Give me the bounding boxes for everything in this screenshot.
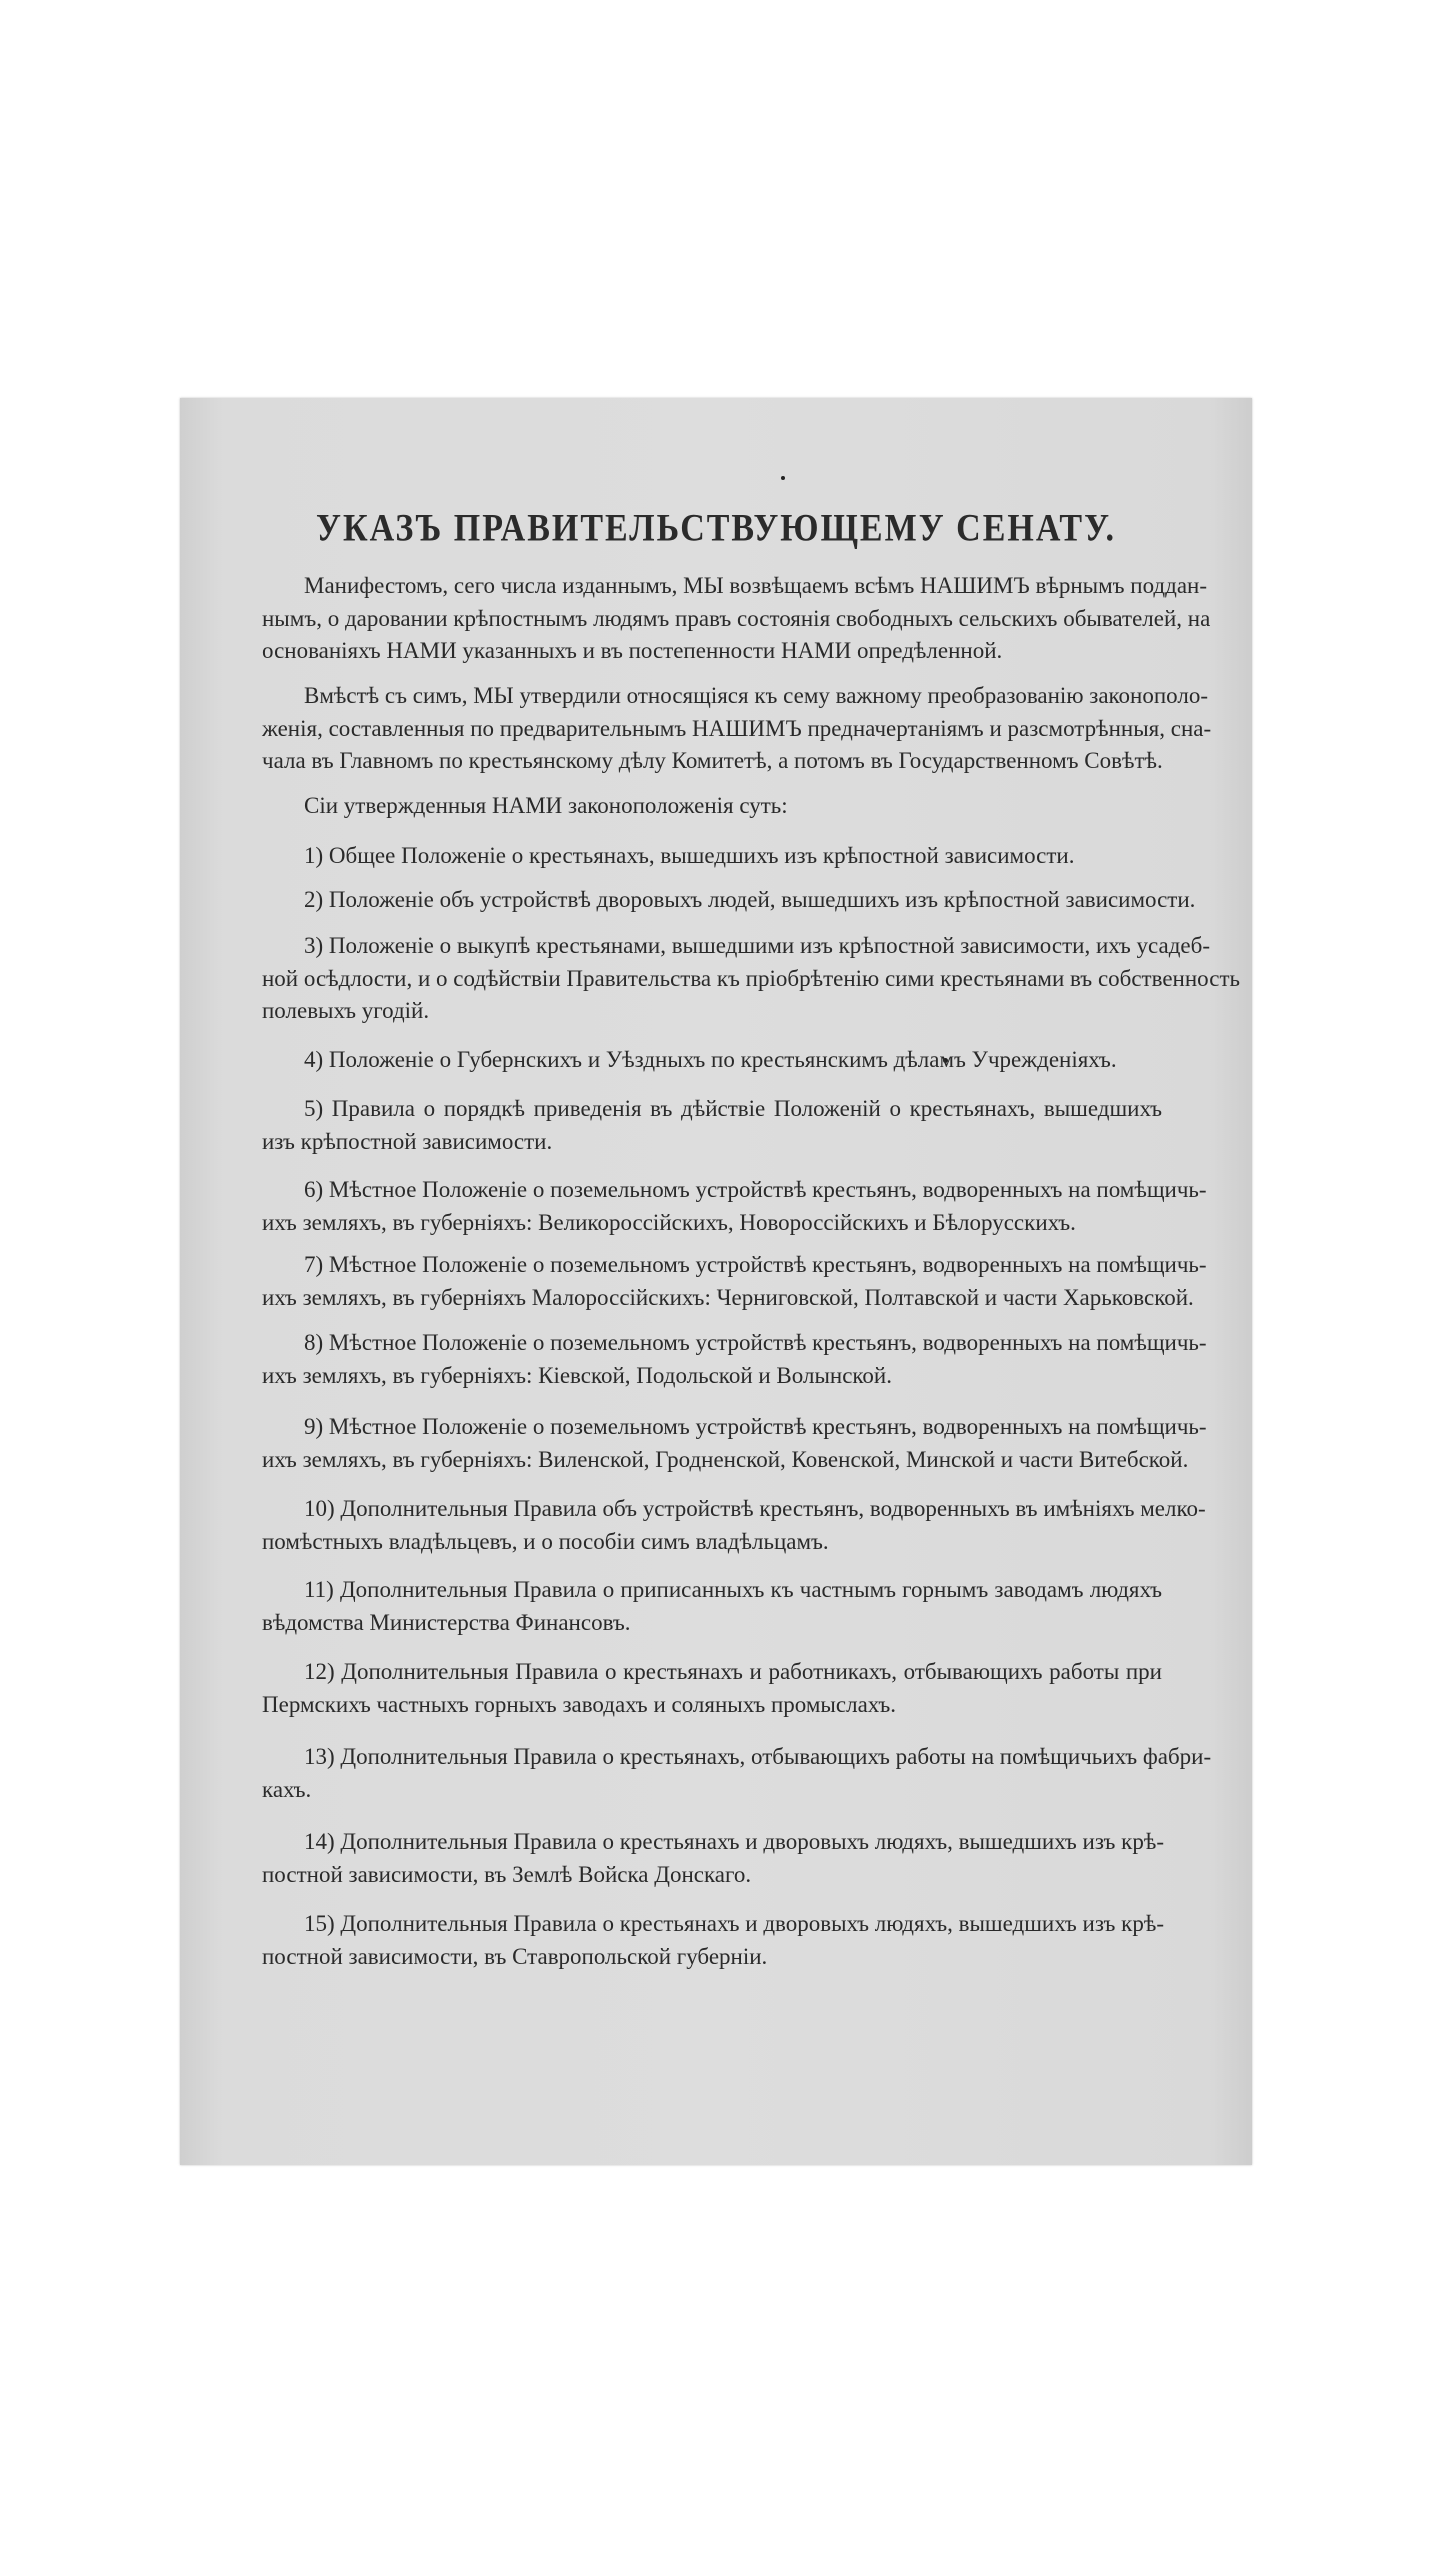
text-line: основаніяхъ НАМИ указанныхъ и въ постепенности НАМИ опредѣленной. [262,638,1003,663]
paragraph [262,930,1240,1028]
paragraph [262,1826,1162,1891]
text-line: изъ крѣпостной зависимости. [262,1128,553,1154]
paragraph [262,570,1211,668]
text-line: ихъ земляхъ, въ губерніяхъ Малороссійскихъ: Черниговской, Полтавской и части Харьковской. [262,1284,1194,1310]
text-line: 13) Дополнительныя Правила о крестьянахъ, отбывающихъ работы на помѣщичьихъ фабри- [304,1744,1212,1769]
ink-speck [781,476,785,480]
paragraph [262,1093,1162,1158]
text-line: 9) Мѣстное Положеніе о поземельномъ устройствѣ крестьянъ, водворенныхъ на помѣщичь- [304,1414,1207,1439]
paragraph [262,1493,1206,1558]
paragraph [262,1411,1207,1476]
text-line: 6) Мѣстное Положеніе о поземельномъ устройствѣ крестьянъ, водворенныхъ на помѣщичь- [304,1177,1207,1202]
text-line: 8) Мѣстное Положеніе о поземельномъ устройствѣ крестьянъ, водворенныхъ на помѣщичь- [304,1330,1207,1355]
text-line: женія, составленныя по предварительнымъ НАШИМЪ предначертаніямъ и разсмотрѣнныя, сна- [262,715,1212,741]
text-line: 1) Общее Положеніе о крестьянахъ, вышедшихъ изъ крѣпостной зависимости. [304,843,1075,868]
paragraph [262,1741,1212,1806]
paragraph [262,1044,1162,1077]
text-line: вѣдомства Министерства Финансовъ. [262,1609,631,1635]
text-line: 3) Положеніе о выкупѣ крестьянами, вышедшими изъ крѣпостной зависимости, ихъ усадеб- [304,933,1210,958]
text-line: постной зависимости, въ Землѣ Войска Донскаго. [262,1861,752,1887]
paragraph [262,1249,1207,1314]
paragraph [262,790,1162,823]
paragraph [262,1327,1207,1392]
text-line: 11) Дополнительныя Правила о приписанныхъ къ частнымъ горнымъ заводамъ людяхъ [304,1577,1162,1602]
text-line: 10) Дополнительныя Правила объ устройствѣ крестьянъ, водворенныхъ въ имѣніяхъ мелко- [304,1496,1206,1521]
paragraph [262,680,1212,778]
text-line: 4) Положеніе о Губернскихъ и Уѣздныхъ по крестьянскимъ дѣламъ Учрежденіяхъ. [304,1047,1117,1072]
document-page [180,398,1252,2165]
text-line: нымъ, о даровании крѣпостнымъ людямъ правъ состоянія свободныхъ сельскихъ обывателей, на [262,605,1211,631]
text-line: 2) Положеніе объ устройствѣ дворовыхъ людей, вышедшихъ изъ крѣпостной зависимости. [304,887,1196,912]
paragraph [262,1908,1162,1973]
text-line: ихъ земляхъ, въ губерніяхъ: Великороссійскихъ, Новороссійскихъ и Бѣлорусскихъ. [262,1209,1076,1235]
text-line: ихъ земляхъ, въ губерніяхъ: Кіевской, Подольской и Волынской. [262,1362,892,1388]
text-line: Сіи утвержденныя НАМИ законоположенія суть: [304,793,788,818]
text-line: 15) Дополнительныя Правила о крестьянахъ и дворовыхъ людяхъ, вышедшихъ изъ крѣ- [304,1911,1164,1936]
text-line: постной зависимости, въ Ставропольской губерніи. [262,1943,768,1969]
text-line: Вмѣстѣ съ симъ, МЫ утвердили относящіяся къ сему важному преобразованію законополо- [304,683,1208,708]
text-line: помѣстныхъ владѣльцевъ, и о пособіи симъ владѣльцамъ. [262,1528,829,1554]
text-line: ихъ земляхъ, въ губерніяхъ: Виленской, Гродненской, Ковенской, Минской и части Витебской. [262,1446,1189,1472]
document-title: УКАЗЪ ПРАВИТЕЛЬСТВУЮЩЕМУ СЕНАТУ. [316,507,1116,550]
paragraph [262,1574,1162,1639]
paragraph [262,1656,1162,1721]
text-line: Пермскихъ частныхъ горныхъ заводахъ и соляныхъ промыслахъ. [262,1691,897,1717]
text-line: кахъ. [262,1776,312,1802]
paragraph [262,840,1162,873]
paragraph [262,1174,1207,1239]
text-line: 14) Дополнительныя Правила о крестьянахъ и дворовыхъ людяхъ, вышедшихъ изъ крѣ- [304,1829,1164,1854]
text-line: 5) Правила о порядкѣ приведенія въ дѣйствіе Положеній о крестьянахъ, вышедшихъ [304,1096,1162,1121]
text-line: полевыхъ угодій. [262,998,430,1023]
paragraph [262,884,1196,917]
text-line: 12) Дополнительныя Правила о крестьянахъ и работникахъ, отбывающихъ работы при [304,1659,1162,1684]
text-line: Манифестомъ, сего числа изданнымъ, МЫ возвѣщаемъ всѣмъ НАШИМЪ вѣрнымъ поддан- [304,573,1208,598]
text-line: чала въ Главномъ по крестьянскому дѣлу Комитетѣ, а потомъ въ Государственномъ Совѣтѣ. [262,748,1163,773]
text-line: ной осѣдлости, и о содѣйствіи Правительства къ пріобрѣтенію сими крестьянами въ собственность [262,965,1240,991]
text-line: 7) Мѣстное Положеніе о поземельномъ устройствѣ крестьянъ, водворенныхъ на помѣщичь- [304,1252,1207,1277]
